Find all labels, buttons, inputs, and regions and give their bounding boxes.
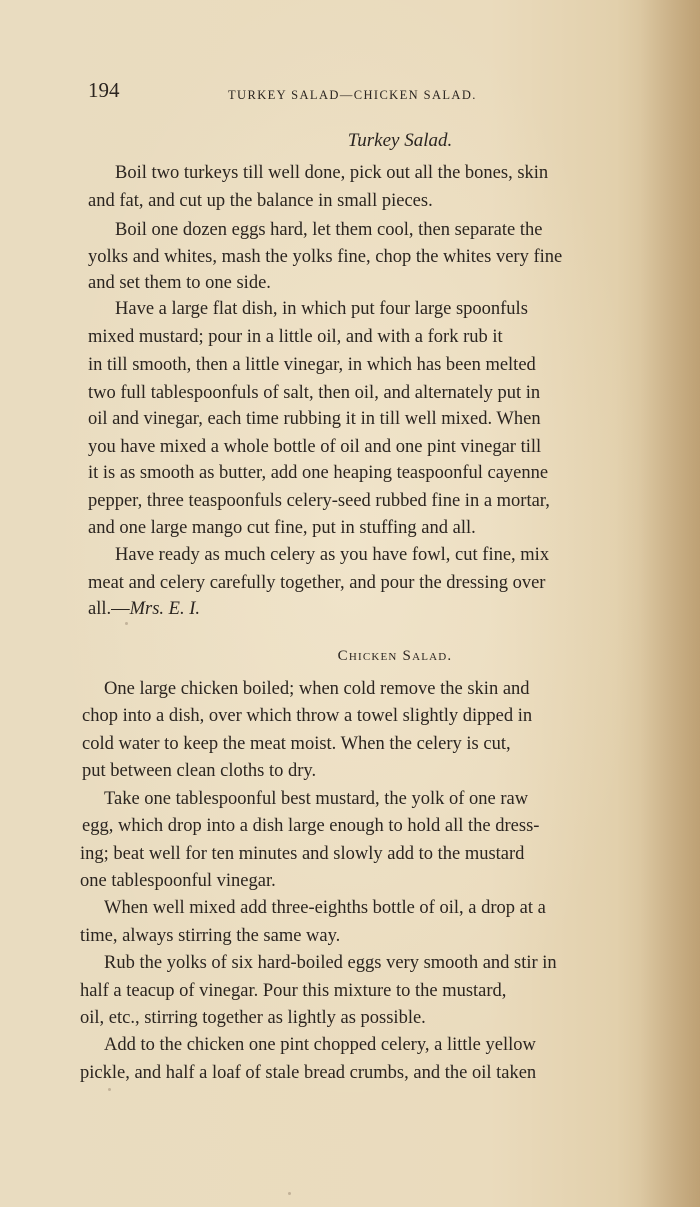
text-line: it is as smooth as butter, add one heaping teaspoonful cayenne	[88, 463, 549, 483]
text-line: and one large mango cut fine, put in stuffing and all.	[88, 518, 476, 538]
text-line: in till smooth, then a little vinegar, in which has been melted	[88, 355, 536, 375]
recipe-signature: Mrs. E. I.	[129, 599, 201, 619]
text-fragment: all.—	[88, 599, 130, 619]
text-line: and fat, and cut up the balance in small pieces.	[88, 191, 433, 211]
paper-speck	[125, 622, 128, 625]
text-line: one tablespoonful vinegar.	[80, 871, 276, 891]
turkey-salad-title: Turkey Salad.	[347, 130, 453, 151]
text-line: pepper, three teaspoonfuls celery-seed rubbed fine in a mortar,	[88, 491, 550, 511]
text-line: mixed mustard; pour in a little oil, and with a fork rub it	[88, 327, 503, 347]
text-line: Boil two turkeys till well done, pick out all the bones, skin	[115, 163, 549, 183]
text-line: oil and vinegar, each time rubbing it in till well mixed. When	[88, 409, 541, 429]
text-line: two full tablespoonfuls of salt, then oil, and alternately put in	[88, 383, 541, 403]
chicken-salad-title: Chicken Salad.	[337, 648, 453, 664]
text-line: time, always stirring the same way.	[80, 926, 341, 946]
text-line: meat and celery carefully together, and pour the dressing over	[88, 573, 546, 593]
page-number: 194	[88, 78, 120, 102]
text-line: Have ready as much celery as you have fowl, cut fine, mix	[115, 545, 550, 565]
text-line: ing; beat well for ten minutes and slowly add to the mustard	[80, 844, 525, 864]
text-line: Take one tablespoonful best mustard, the yolk of one raw	[104, 789, 529, 809]
text-line: Have a large flat dish, in which put four large spoonfuls	[115, 299, 528, 319]
paper-speck	[108, 1088, 111, 1091]
text-line: Add to the chicken one pint chopped celery, a little yellow	[104, 1035, 536, 1055]
text-line: egg, which drop into a dish large enough to hold all the dress-	[82, 816, 540, 836]
paper-speck	[288, 1192, 291, 1195]
text-line: Rub the yolks of six hard-boiled eggs very smooth and stir in	[104, 953, 557, 973]
text-line: cold water to keep the meat moist. When the celery is cut,	[82, 734, 511, 754]
text-line: put between clean cloths to dry.	[82, 761, 317, 781]
text-line: Boil one dozen eggs hard, let them cool, then separate the	[115, 220, 543, 240]
text-line: When well mixed add three-eighths bottle of oil, a drop at a	[104, 898, 546, 918]
page-edge-shadow	[640, 0, 700, 1207]
text-line: oil, etc., stirring together as lightly as possible.	[80, 1008, 426, 1028]
text-line: pickle, and half a loaf of stale bread crumbs, and the oil taken	[80, 1063, 537, 1083]
text-line: and set them to one side.	[88, 273, 271, 293]
running-head: TURKEY SALAD—CHICKEN SALAD.	[228, 88, 477, 102]
text-line: chop into a dish, over which throw a towel slightly dipped in	[82, 706, 533, 726]
text-line: yolks and whites, mash the yolks fine, chop the whites very fine	[88, 247, 563, 267]
text-line-last	[88, 598, 200, 620]
page-header	[88, 78, 558, 108]
text-line: One large chicken boiled; when cold remove the skin and	[104, 679, 530, 699]
text-line: half a teacup of vinegar. Pour this mixture to the mustard,	[80, 981, 507, 1001]
text-line: you have mixed a whole bottle of oil and one pint vinegar till	[88, 437, 542, 457]
